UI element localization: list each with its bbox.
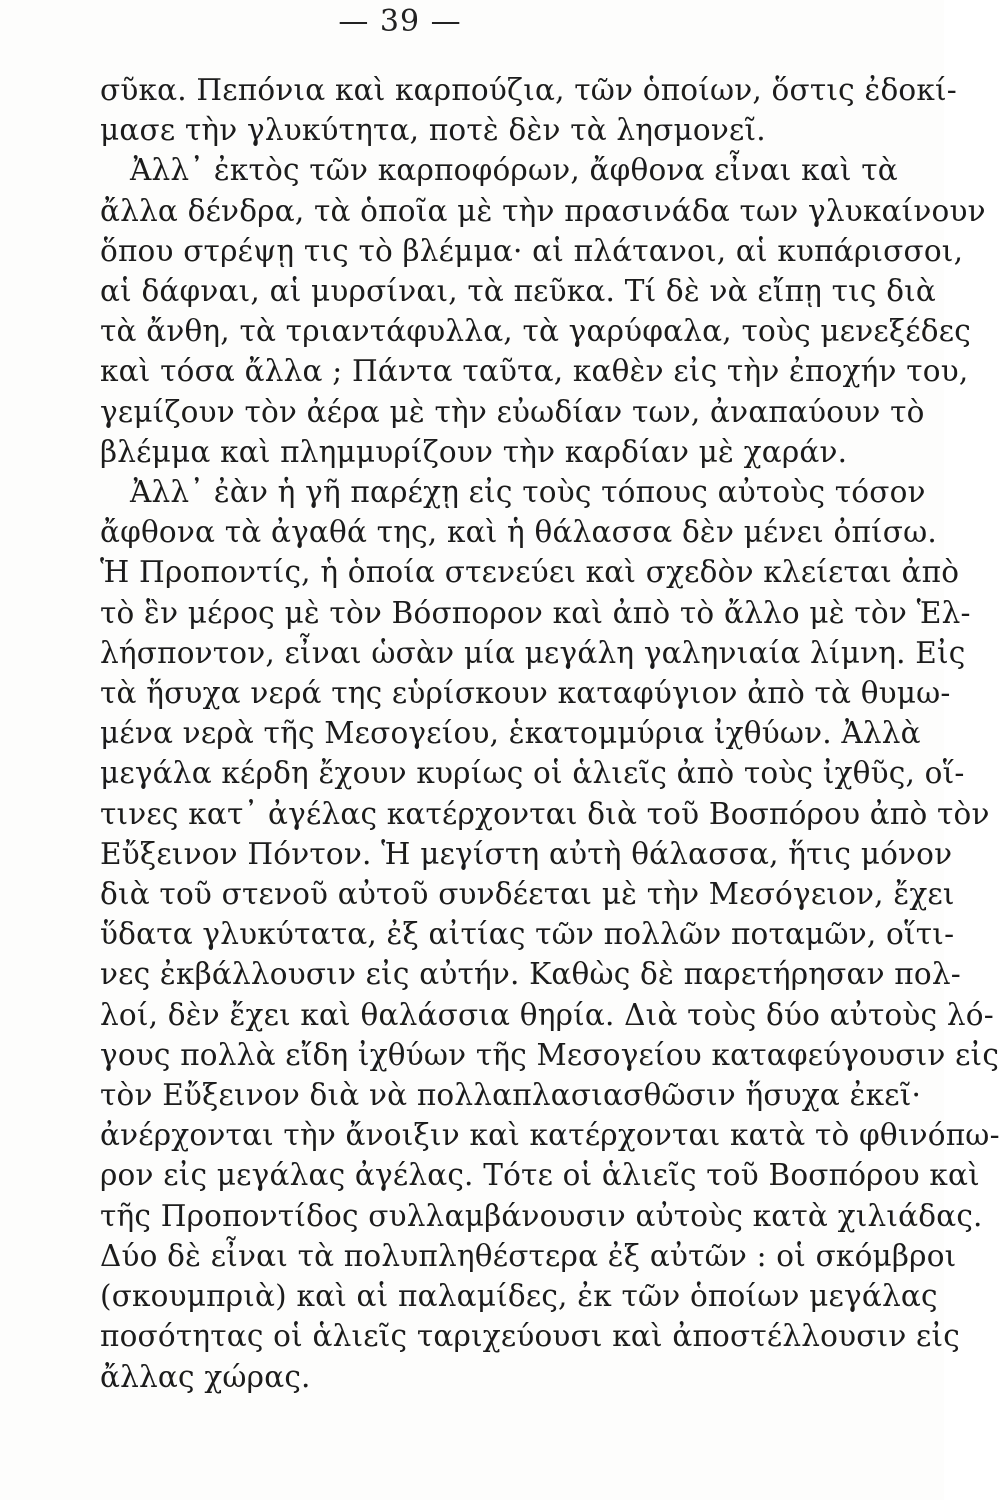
text-line: ἄλλας χώρας. [100, 1359, 311, 1394]
text-line: ρον εἰς μεγάλας ἀγέλας. Τότε οἱ ἁλιεῖς τοῦ Βοσπόρου καὶ [100, 1158, 980, 1193]
text-line: τὸ ἓν μέρος μὲ τὸν Βόσπορον καὶ ἀπὸ τὸ ἄλλο μὲ τὸν Ἑλ- [100, 595, 971, 630]
text-line: ὅπου στρέψῃ τις τὸ βλέμμα· αἱ πλάτανοι, αἱ κυπάρισσοι, [100, 233, 964, 268]
text-line: ἀνέρχονται τὴν ἄνοιξιν καὶ κατέρχονται κατὰ τὸ φθινόπω- [100, 1118, 1000, 1153]
text-line: τὰ ἥσυχα νερά της εὑρίσκουν καταφύγιον ἀπὸ τὰ θυμω- [100, 676, 951, 711]
text-line: ποσότητας οἱ ἁλιεῖς ταριχεύουσι καὶ ἀποστέλλουσιν εἰς [100, 1319, 961, 1354]
text-line: ὕδατα γλυκύτατα, ἐξ αἰτίας τῶν πολλῶν ποταμῶν, οἵτι- [100, 917, 955, 952]
text-line: αἱ δάφναι, αἱ μυρσίναι, τὰ πεῦκα. Τί δὲ νὰ εἴπῃ τις διὰ [100, 274, 937, 309]
text-line: Ἀλλ᾽ ἐκτὸς τῶν καρποφόρων, ἄφθονα εἶναι καὶ τὰ [130, 153, 898, 188]
text-line: Ἀλλ᾽ ἐὰν ἡ γῆ παρέχῃ εἰς τοὺς τόπους αὐτοὺς τόσον [130, 475, 926, 510]
text-line: τῆς Προποντίδος συλλαμβάνουσιν αὐτοὺς κατὰ χιλιάδας. [100, 1198, 983, 1233]
text-line: λοί, δὲν ἔχει καὶ θαλάσσια θηρία. Διὰ τοὺς δύο αὐτοὺς λό- [100, 997, 994, 1032]
text-line: γεμίζουν τὸν ἀέρα μὲ τὴν εὐωδίαν των, ἀναπαύουν τὸ [100, 394, 925, 429]
page-number: — 39 — [338, 4, 462, 39]
text-line: τὸν Εὔξεινον διὰ νὰ πολλαπλασιασθῶσιν ἥσυχα ἐκεῖ· [100, 1078, 922, 1113]
text-line: νες ἐκβάλλουσιν εἰς αὐτήν. Καθὼς δὲ παρετήρησαν πολ- [100, 957, 961, 992]
text-line: Ἡ Προποντίς, ἡ ὁποία στενεύει καὶ σχεδὸν κλείεται ἀπὸ [100, 555, 960, 590]
text-line: μασε τὴν γλυκύτητα, ποτὲ δὲν τὰ λησμονεῖ. [100, 113, 766, 148]
text-line: Εὔξεινον Πόντον. Ἡ μεγίστη αὐτὴ θάλασσα, ἥτις μόνον [100, 836, 953, 871]
text-line: ἄφθονα τὰ ἀγαθά της, καὶ ἡ θάλασσα δὲν μένει ὀπίσω. [100, 515, 937, 550]
text-line: διὰ τοῦ στενοῦ αὐτοῦ συνδέεται μὲ τὴν Μεσόγειον, ἔχει [100, 877, 955, 912]
text-line: λήσποντον, εἶναι ὡσὰν μία μεγάλη γαληνιαία λίμνη. Εἰς [100, 635, 966, 670]
text-line: μένα νερὰ τῆς Μεσογείου, ἑκατομμύρια ἰχθύων. Ἀλλὰ [100, 716, 921, 751]
body-text [100, 70, 1000, 1397]
text-line: Δύο δὲ εἶναι τὰ πολυπληθέστερα ἐξ αὐτῶν : οἱ σκόμβροι [100, 1238, 957, 1273]
text-line: γους πολλὰ εἴδη ἰχθύων τῆς Μεσογείου καταφεύγουσιν εἰς [100, 1037, 1000, 1072]
text-line: μεγάλα κέρδη ἔχουν κυρίως οἱ ἁλιεῖς ἀπὸ τοὺς ἰχθῦς, οἵ- [100, 756, 965, 791]
text-line: καὶ τόσα ἄλλα ; Πάντα ταῦτα, καθὲν εἰς τὴν ἐποχήν του, [100, 354, 969, 389]
text-line: ἄλλα δένδρα, τὰ ὁποῖα μὲ τὴν πρασινάδα των γλυκαίνουν [100, 193, 986, 228]
text-line: σῦκα. Πεπόνια καὶ καρπούζια, τῶν ὁποίων, ὅστις ἐδοκί- [100, 73, 957, 107]
text-line: τινες κατ᾽ ἀγέλας κατέρχονται διὰ τοῦ Βοσπόρου ἀπὸ τὸν [100, 796, 990, 831]
text-line: (σκουμπριὰ) καὶ αἱ παλαμίδες, ἐκ τῶν ὁποίων μεγάλας [100, 1279, 938, 1314]
text-line: τὰ ἄνθη, τὰ τριαντάφυλλα, τὰ γαρύφαλα, τοὺς μενεξέδες [100, 314, 971, 349]
text-line: βλέμμα καὶ πλημμυρίζουν τὴν καρδίαν μὲ χαράν. [100, 434, 848, 469]
